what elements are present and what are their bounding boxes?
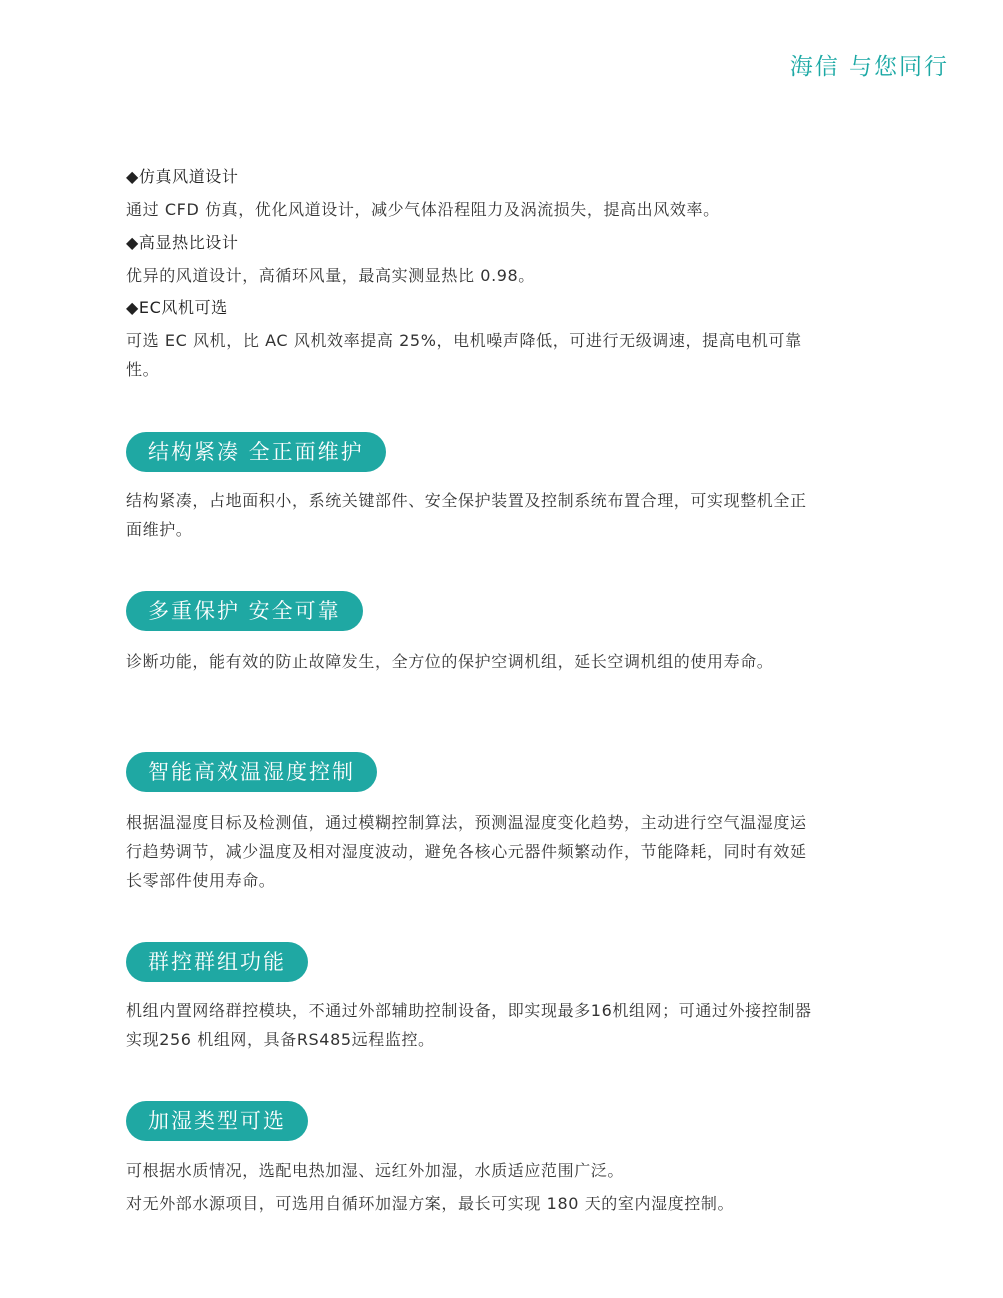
section-title-humidification-options: 加湿类型可选 — [126, 1101, 308, 1141]
section-title-group-control: 群控群组功能 — [126, 942, 308, 982]
section-text-compact-structure: 结构紧凑，占地面积小，系统关键部件、安全保护装置及控制系统布置合理，可实现整机全正面维护。 — [126, 491, 807, 539]
header-slogan: 海信 与您同行 — [789, 54, 949, 80]
feature-heading-ec-fan: ◆EC风机可选 — [126, 298, 228, 317]
section-text-humidification-water-quality: 可根据水质情况，选配电热加湿、远红外加湿，水质适应范围广泛。 — [126, 1161, 625, 1180]
section-title-multiple-protection: 多重保护 安全可靠 — [126, 591, 363, 631]
section-text-humidification-self-circulation: 对无外部水源项目，可选用自循环加湿方案，最长可实现 180 天的室内湿度控制。 — [126, 1194, 735, 1213]
section-text-group-control: 机组内置网络群控模块，不通过外部辅助控制设备，即实现最多16机组网；可通过外接控制器实现256 机组网，具备RS485远程监控。 — [126, 1001, 812, 1049]
feature-text-ec-fan: 可选 EC 风机，比 AC 风机效率提高 25%，电机噪声降低，可进行无级调速，提高电机可靠性。 — [126, 331, 802, 379]
feature-heading-sensible-heat: ◆高显热比设计 — [126, 233, 239, 252]
section-title-compact-structure: 结构紧凑 全正面维护 — [126, 432, 386, 472]
section-text-multiple-protection: 诊断功能，能有效的防止故障发生，全方位的保护空调机组，延长空调机组的使用寿命。 — [126, 652, 774, 671]
feature-heading-airduct: ◆仿真风道设计 — [126, 167, 239, 186]
feature-text-sensible-heat: 优异的风道设计，高循环风量，最高实测显热比 0.98。 — [126, 266, 535, 285]
section-text-smart-humidity-control: 根据温湿度目标及检测值，通过模糊控制算法，预测温湿度变化趋势，主动进行空气温湿度运行趋势调节，减少温度及相对湿度波动，避免各核心元器件频繁动作，节能降耗，同时有效延长零部件使用寿命。 — [126, 813, 807, 890]
section-title-smart-humidity-control: 智能高效温湿度控制 — [126, 752, 377, 792]
feature-text-airduct: 通过 CFD 仿真，优化风道设计，减少气体沿程阻力及涡流损失，提高出风效率。 — [126, 200, 720, 219]
